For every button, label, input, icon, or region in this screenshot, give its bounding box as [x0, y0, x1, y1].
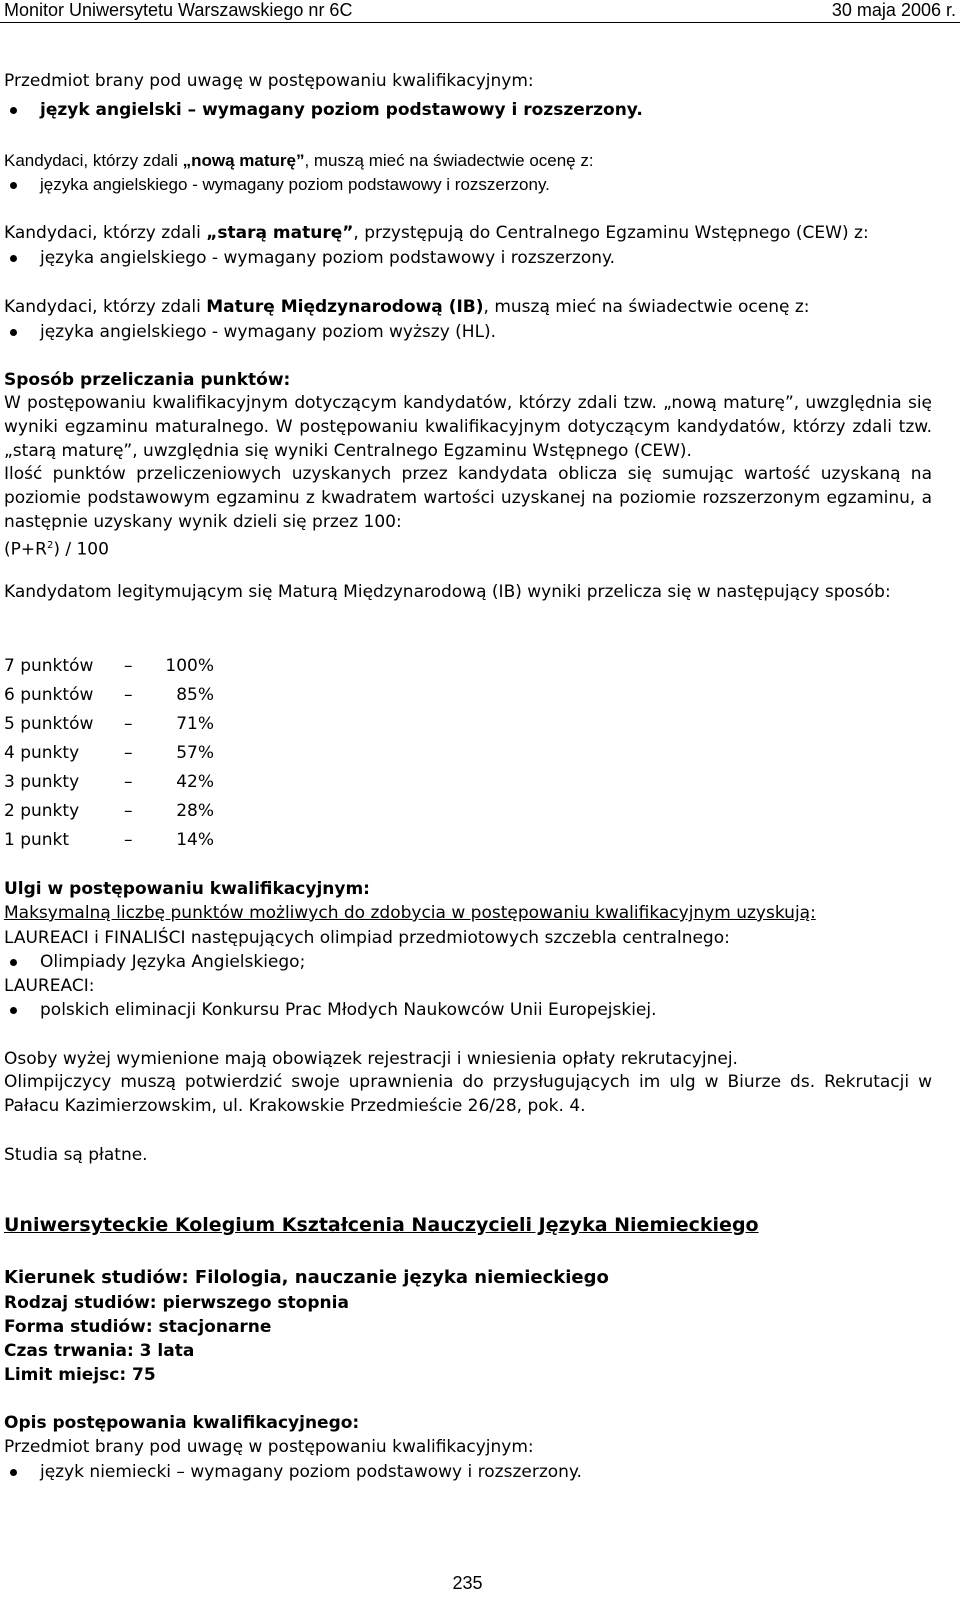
page-number: 235 — [452, 1573, 483, 1593]
college-przedmiot: Przedmiot brany pod uwagę w postępowaniu kwalifikacyjnym: — [4, 1437, 534, 1457]
header-title: Monitor Uniwersytetu Warszawskiego nr 6C — [4, 0, 353, 20]
scoring-text: W postępowaniu kwalifikacyjnym dotyczącym kandydatów, którzy zdali tzw. „nową maturę”, uwzględnia się wyniki egzaminu maturalnego. W postępowaniu kwalifikacyjnym dotyczącym kandydatów, którzy zdali tzw. „starą maturę”, uwzględnia się wyniki Centralnego Egzaminu Wstępnego (CEW). — [4, 393, 932, 461]
ulgi-laureates: LAUREACI: — [4, 976, 95, 996]
scoring-formula-text: Ilość punktów przeliczeniowych uzyskanych przez kandydata oblicza się sumując wartość uzyskaną na poziomie podstawowym egzaminu z kwadratem wartości uzyskanej na poziomie rozszerzonym egzaminu, a następnie uzyskany wynik dzieli się przez 100: — [4, 464, 932, 532]
subject-intro: Przedmiot brany pod uwagę w postępowaniu kwalifikacyjnym: — [4, 71, 534, 91]
paragraph-ib: Kandydaci, którzy zdali Maturę Międzynarodową (IB), muszą mieć na świadectwie ocenę z: — [4, 297, 810, 317]
header-date: 30 maja 2006 r. — [831, 0, 956, 20]
college-kierunek: Kierunek studiów: Filologia, nauczanie języka niemieckiego — [4, 1267, 609, 1288]
ulgi-heading: Ulgi w postępowaniu kwalifikacyjnym: — [4, 879, 370, 899]
college-limit: Limit miejsc: 75 — [4, 1365, 156, 1385]
college-title: Uniwersyteckie Kolegium Kształcenia Nauczycieli Języka Niemieckiego — [4, 1214, 759, 1236]
scoring-formula: $(P+R^2) / 100$ — [4, 539, 109, 560]
college-opis-heading: Opis postępowania kwalifikacyjnego: — [4, 1413, 360, 1433]
page-header — [0, 0, 960, 23]
scoring-heading: Sposób przeliczania punktów: — [4, 370, 291, 390]
ib-conversion-text: Kandydatom legitymującym się Maturą Międzynarodową (IB) wyniki przelicza się w następujący sposób: — [4, 582, 891, 602]
college-rodzaj: Rodzaj studiów: pierwszego stopnia — [4, 1293, 349, 1313]
college-forma: Forma studiów: stacjonarne — [4, 1317, 272, 1337]
paid-studies-note: Studia są płatne. — [4, 1145, 148, 1165]
ulgi-note-olympians: Olimpijczycy muszą potwierdzić swoje uprawnienia do przysługujących im ulg w Biurze ds. Rekrutacji w Pałacu Kazimierzowskim, ul. Krakowskie Przedmieście 26/28, pok. 4. — [4, 1072, 932, 1116]
college-czas: Czas trwania: 3 lata — [4, 1341, 195, 1361]
paragraph-old-matura: Kandydaci, którzy zdali „starą maturę”, przystępują do Centralnego Egzaminu Wstępnego (CEW) z: — [4, 223, 869, 243]
ulgi-underlined: Maksymalną liczbę punktów możliwych do zdobycia w postępowaniu kwalifikacyjnym uzyskują: — [4, 903, 816, 923]
paragraph-new-matura: Kandydaci, którzy zdali „nową maturę”, muszą mieć na świadectwie ocenę z: — [4, 151, 594, 170]
ulgi-note-registration: Osoby wyżej wymienione mają obowiązek rejestracji i wniesienia opłaty rekrutacyjnej. — [4, 1049, 738, 1069]
ulgi-laureates-finalists: LAUREACI i FINALIŚCI następujących olimpiad przedmiotowych szczebla centralnego: — [4, 928, 730, 948]
